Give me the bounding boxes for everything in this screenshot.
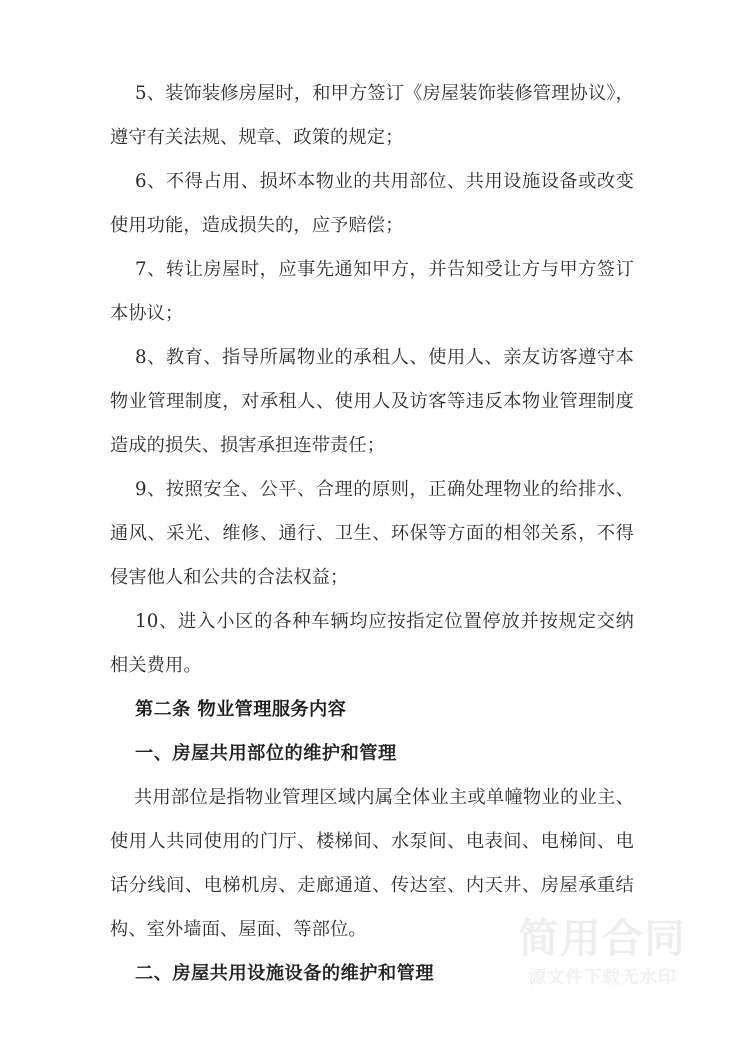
paragraph-clause: 9、按照安全、公平、合理的原则，正确处理物业的给排水、通风、采光、维修、通行、卫生、环保等方面的相邻关系，不得侵害他人和公共的合法权益； [110, 479, 634, 588]
paragraph-section-title: 第二条 物业管理服务内容 [135, 699, 347, 720]
watermark-subtitle-text: 源文件下载无水印 [528, 968, 677, 988]
paragraph-clause: 5、装饰装修房屋时，和甲方签订《房屋装饰装修管理协议》，遵守有关法规、规章、政策的规定； [110, 83, 634, 148]
watermark-brand-text: 简用合同 [518, 916, 687, 962]
paragraph-clause: 8、教育、指导所属物业的承租人、使用人、亲友访客遵守本物业管理制度，对承租人、使用人及访客等违反本物业管理制度造成的损失、损害承担连带责任； [110, 347, 634, 456]
document-body [110, 72, 634, 996]
paragraph-subsection: 二、房屋共用设施设备的维护和管理 [135, 963, 435, 984]
paragraph-clause: 6、不得占用、损坏本物业的共用部位、共用设施设备或改变使用功能，造成损失的，应予赔偿； [110, 171, 634, 236]
paragraph-clause: 7、转让房屋时，应事先通知甲方，并告知受让方与甲方签订本协议； [110, 259, 634, 324]
paragraph-subsection: 一、房屋共用部位的维护和管理 [135, 743, 397, 764]
paragraph-clause: 10、进入小区的各种车辆均应按指定位置停放并按规定交纳相关费用。 [110, 611, 634, 676]
paragraph-flow: 共用部位是指物业管理区域内属全体业主或单幢物业的业主、使用人共同使用的门厅、楼梯间、水泵间、电表间、电梯间、电话分线间、电梯机房、走廊通道、传达室、内天井、房屋承重结构、室外墙面、屋面、等部位。 [110, 787, 634, 940]
